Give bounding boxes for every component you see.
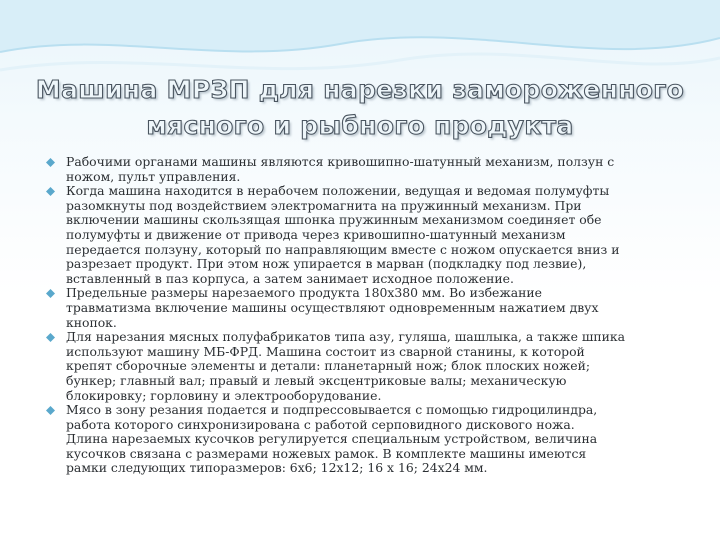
bullet-text-line: Предельные размеры нарезаемого продукта 180x380 мм. Во избежание [66,285,543,301]
bullet-text-line: разрезает продукт. При этом нож упирается в марван (подкладку под лезвие), [66,256,587,272]
bullet-icon [46,158,55,167]
bullet-icon [46,406,55,415]
bullet-text-line: вставленный в паз корпуса, а затем занимает исходное положение. [66,270,514,286]
bullet-text-line: передается ползуну, который по направляющим вместе с ножом опускается вниз и [66,241,620,257]
bullet-text-line: Длина нарезаемых кусочков регулируется специальным устройством, величина [66,431,598,447]
bullet-text-line: крепят сборочные элементы и детали: планетарный нож; блок плоских ножей; [66,358,591,374]
bullet-item [46,403,696,476]
slide-title [20,72,700,144]
bullet-text-line: используют машину МБ-ФРД. Машина состоит из сварной станины, к которой [66,343,585,359]
bullet-item [46,155,696,184]
bullet-text-line: Когда машина находится в нерабочем положении, ведущая и ведомая полумуфты [66,183,610,199]
bullet-text-line: блокировку; горловину и электрооборудование. [66,387,382,403]
bullet-text-line: ножом, пульт управления. [66,168,241,184]
bullet-item [46,184,696,286]
bullet-text-line: кнопок. [66,314,117,330]
bullet-text-line: работа которого синхронизирована с работой серповидного дискового ножа. [66,416,575,432]
bullet-text-line: Для нарезания мясных полуфабрикатов типа азу, гуляша, шашлыка, а также шпика [66,329,626,345]
bullet-icon [46,187,55,196]
bullet-icon [46,289,55,298]
bullet-item [46,330,696,403]
bullet-text-line: рамки следующих типоразмеров: 6x6; 12x12; 16 x 16; 24x24 мм. [66,460,488,476]
bullet-text-line: Рабочими органами машины являются кривошипно-шатунный механизм, ползун с [66,154,615,169]
bullet-text-line: полумуфты и движение от привода через кривошипно-шатунный механизм [66,226,566,242]
bullet-text-line: включении машины скользящая шпонка пружинным механизмом соединяет обе [66,212,602,228]
bullet-icon [46,333,55,342]
slide-title-line-1: Машина МРЗП для нарезки замороженного [35,75,685,104]
bullet-item [46,286,696,330]
bullet-list [46,155,696,476]
bullet-text-line: кусочков связана с размерами ножевых рамок. В комплекте машины имеются [66,445,587,461]
slide-title-line-2: мясного и рыбного продукта [146,111,574,140]
bullet-text-line: бункер; главный вал; правый и левый эксцентриковые валы; механическую [66,372,567,388]
bullet-text-line: разомкнуты под воздействием электромагнита на пружинный механизм. При [66,197,582,213]
bullet-text-line: Мясо в зону резания подается и подпрессовывается с помощью гидроцилиндра, [66,402,598,418]
bullet-text-line: травматизма включение машины осуществляют одновременным нажатием двух [66,299,599,315]
